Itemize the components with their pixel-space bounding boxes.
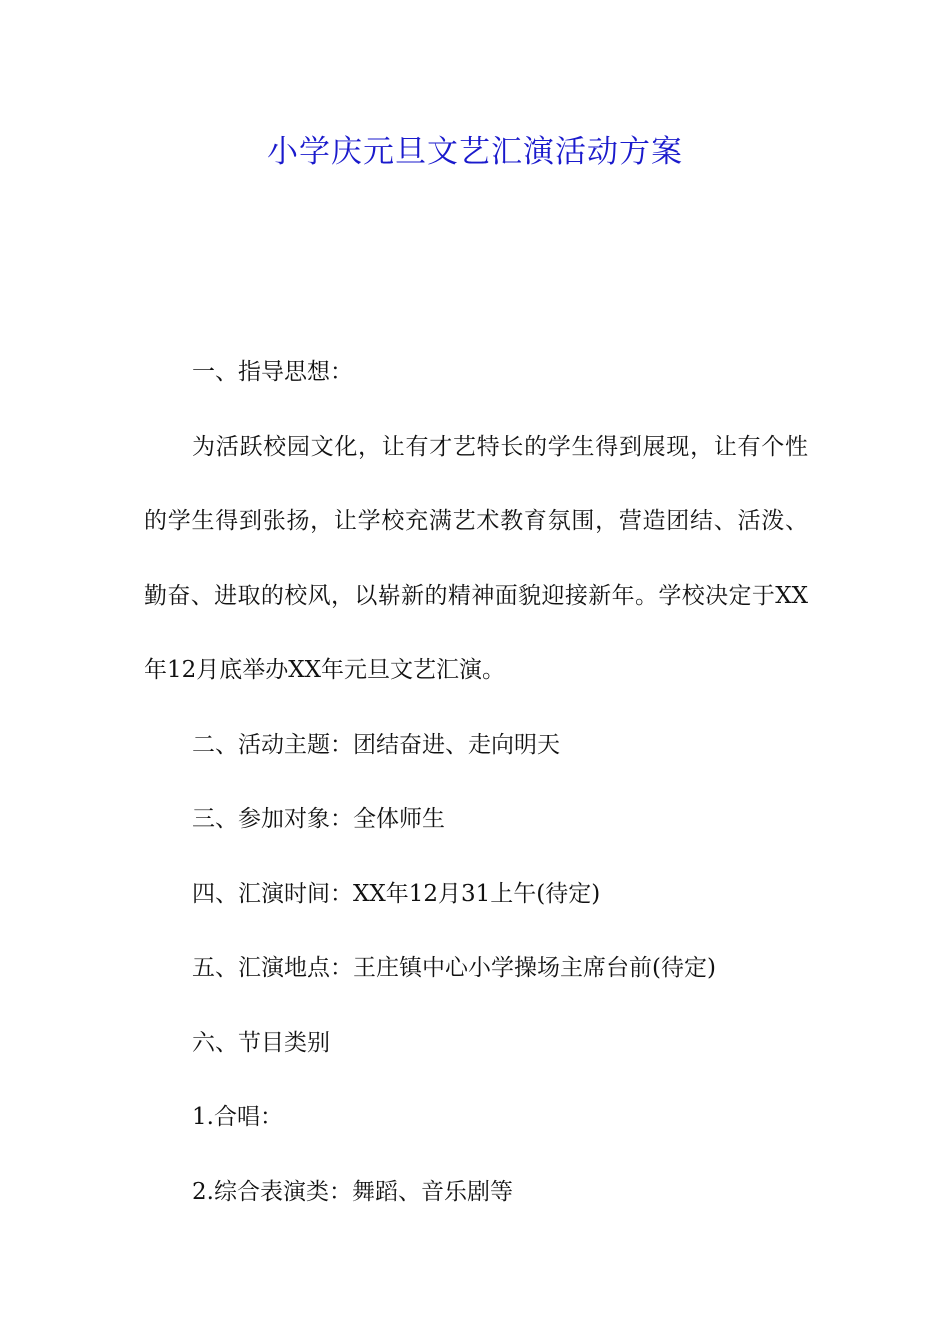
list-item: 1.合唱： [192,1104,283,1130]
section-heading-time: 四、汇演时间：XX年12月31上午(待定) [192,880,601,907]
list-item: 2.综合表演类：舞蹈、音乐剧等 [192,1178,513,1205]
section-heading-theme: 二、活动主题：团结奋进、走向明天 [192,731,560,758]
section-heading-location: 五、汇演地点：王庄镇中心小学操场主席台前(待定) [192,955,716,981]
section-heading-guiding-ideology: 一、指导思想： [192,359,353,385]
section-heading-program-categories: 六、节目类别 [192,1029,330,1056]
document-body [144,335,808,1229]
section-heading-participants: 三、参加对象：全体师生 [192,806,445,832]
document-title: 小学庆元旦文艺汇演活动方案 [267,134,683,170]
body-paragraph: 为活跃校园文化，让有才艺特长的学生得到展现，让有个性的学生得到张扬，让学校充满艺术教育氛围，营造团结、活泼、勤奋、进取的校风，以崭新的精神面貌迎接新年。学校决定于XX年12月底举办XX年元旦文艺汇演。 [144,433,808,683]
